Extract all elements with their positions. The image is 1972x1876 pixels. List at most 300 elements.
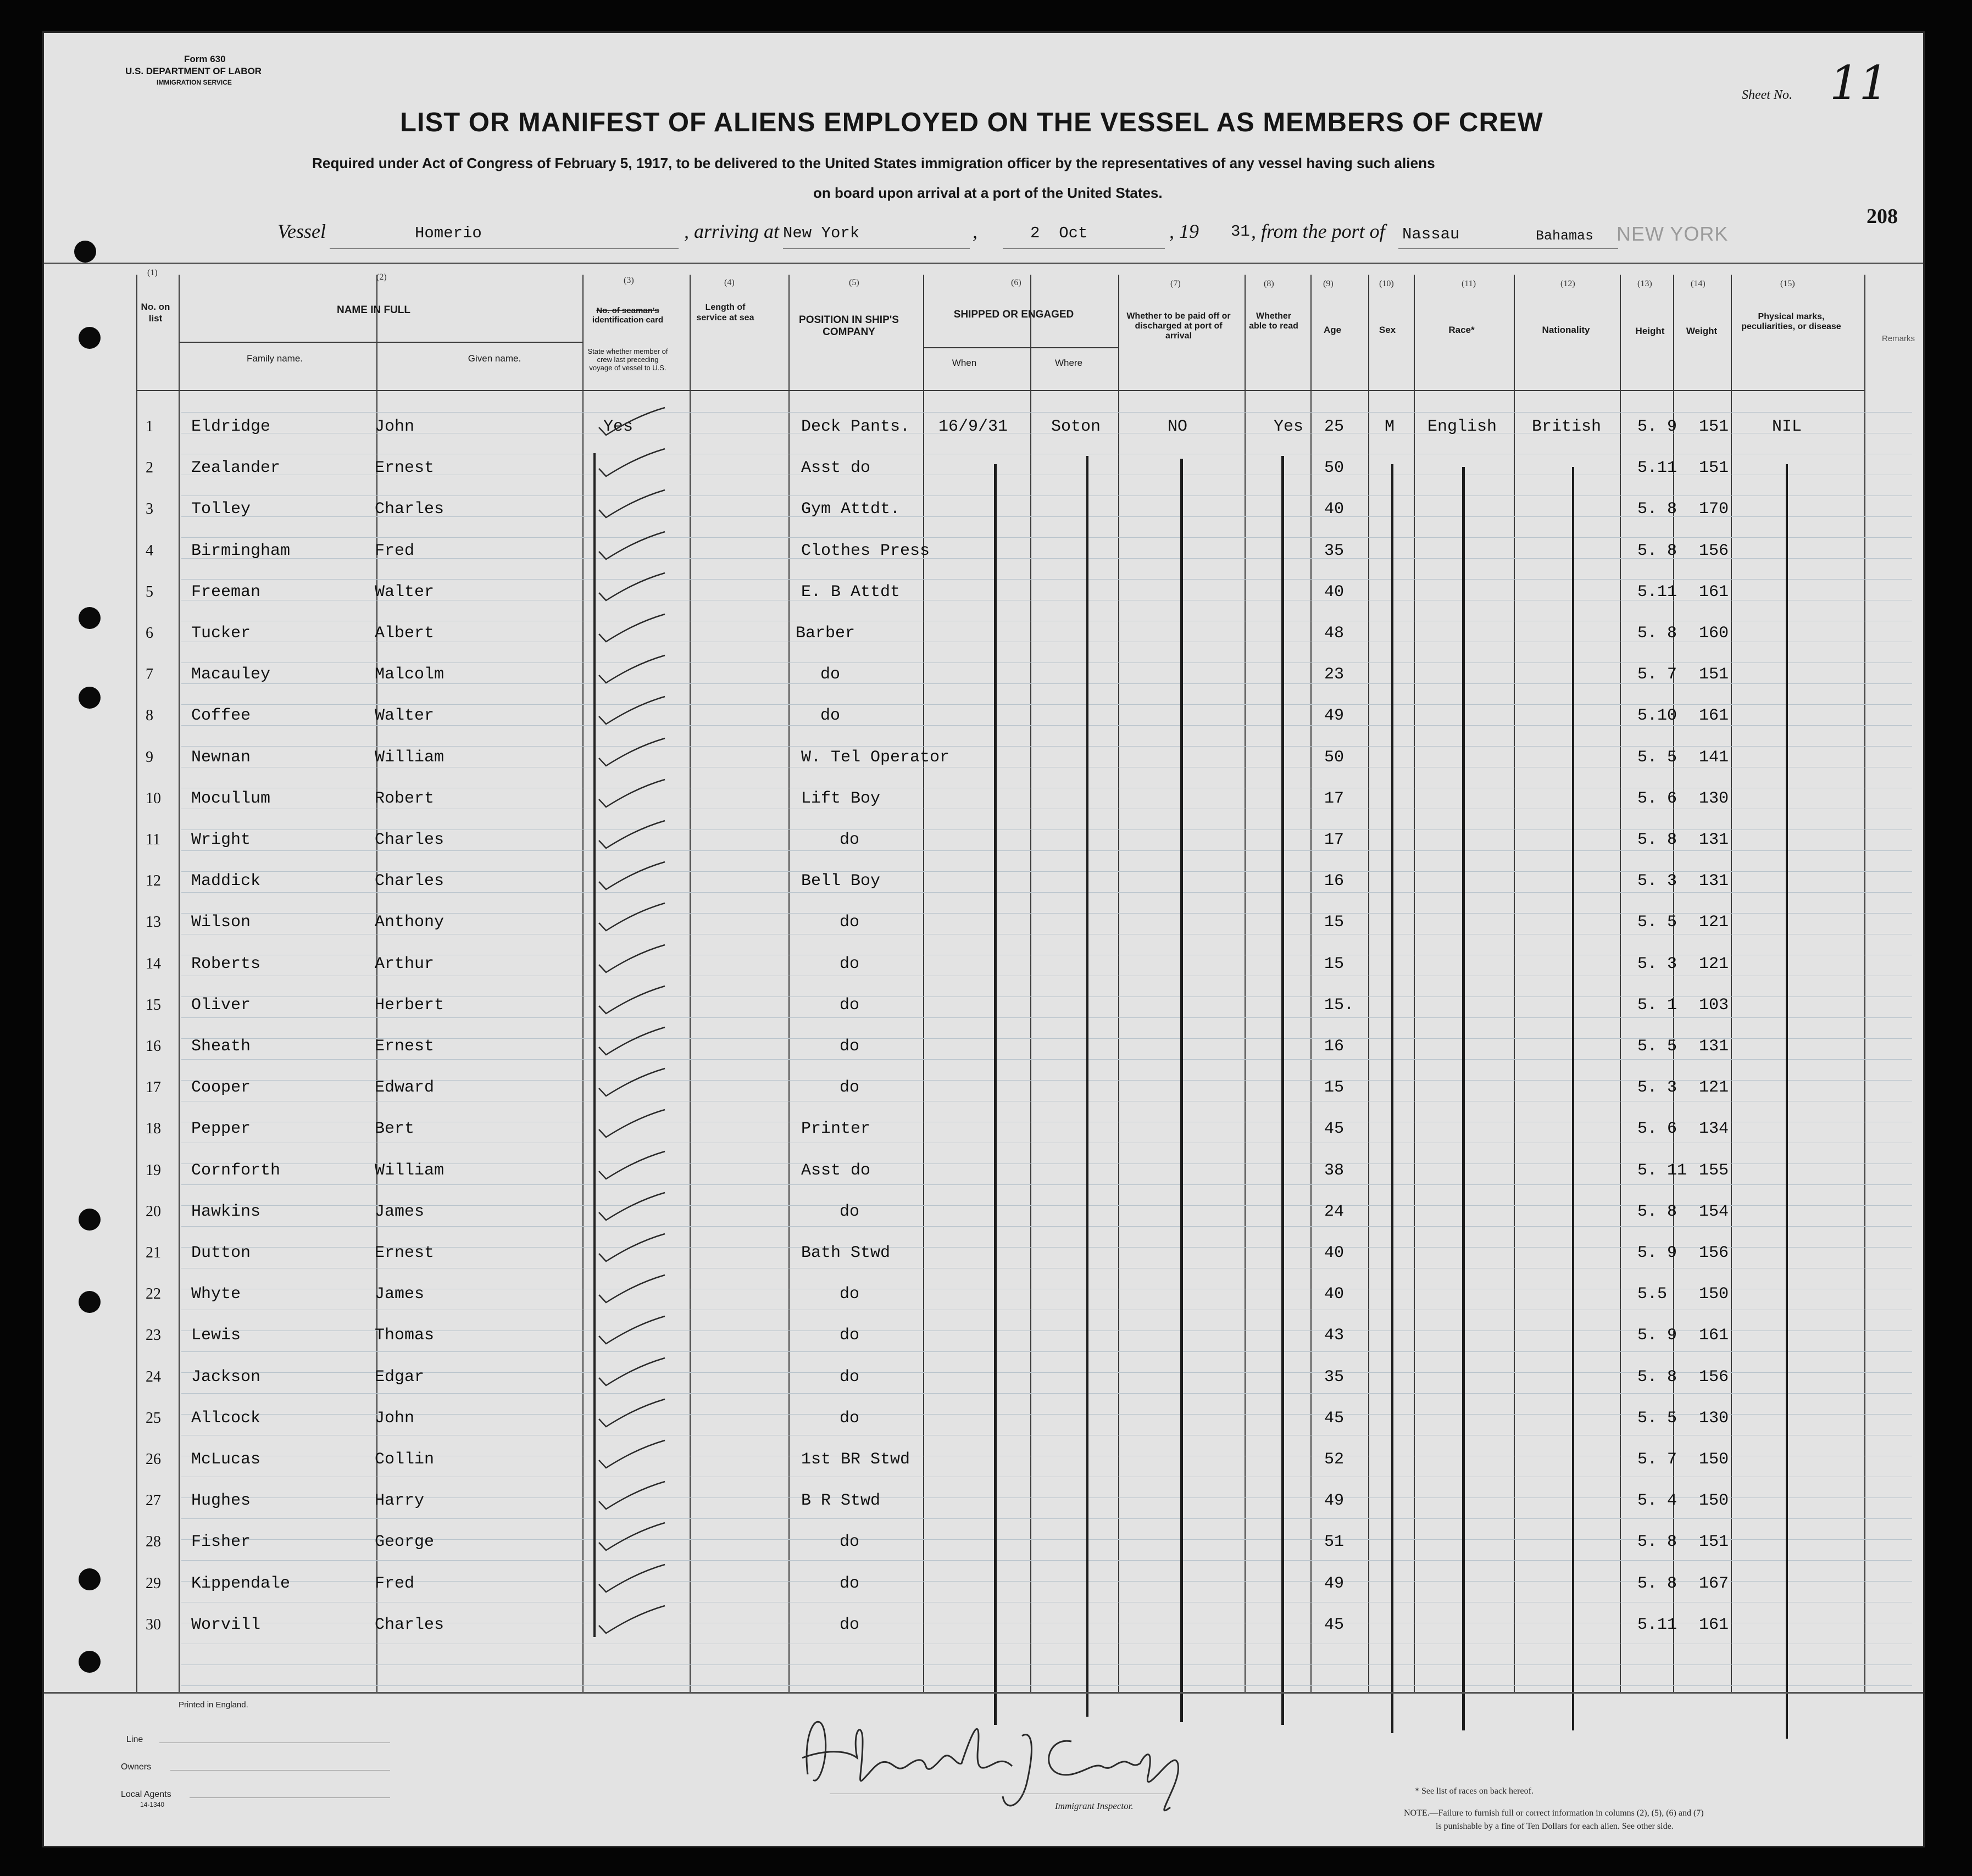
heading-weight: Weight xyxy=(1686,326,1718,336)
cell-weight: 131 xyxy=(1699,1037,1729,1056)
check-mark-icon xyxy=(596,985,668,1018)
cell-height: 5. 9 xyxy=(1637,1326,1677,1345)
check-mark-icon xyxy=(596,1150,668,1183)
cell-read: Yes xyxy=(1274,417,1304,436)
check-mark-icon xyxy=(596,613,668,646)
footer-owners-label: Owners xyxy=(121,1762,152,1772)
voyage-underline xyxy=(1003,248,1165,249)
cell-given: James xyxy=(375,1285,425,1304)
cell-position: do xyxy=(840,1409,860,1428)
cell-no: 26 xyxy=(146,1451,161,1468)
cell-weight: 170 xyxy=(1699,500,1729,519)
footer-form-code: 14-1340 xyxy=(140,1801,165,1808)
footer-line-label: Line xyxy=(126,1735,143,1744)
from-country: Bahamas xyxy=(1536,228,1594,244)
cell-height: 5. 11 xyxy=(1637,1161,1687,1180)
cell-no: 1 xyxy=(146,418,153,435)
cell-no: 19 xyxy=(146,1161,161,1179)
voyage-underline xyxy=(1398,248,1618,249)
ruled-line xyxy=(181,1518,1912,1519)
punch-hole xyxy=(79,327,101,349)
cell-no: 24 xyxy=(146,1368,161,1385)
cell-position: E. B Attdt xyxy=(801,582,901,602)
cell-family: Newnan xyxy=(191,748,251,767)
subtitle-line-1: Required under Act of Congress of February 5, 1917, to be delivered to the United States immigration officer by the representatives of any vessel having such aliens xyxy=(312,155,1435,171)
cell-age: 43 xyxy=(1324,1326,1345,1345)
heading-where: Where xyxy=(1054,358,1083,368)
cell-weight: 161 xyxy=(1699,706,1729,726)
cell-age: 23 xyxy=(1324,665,1345,684)
cell-position: do xyxy=(820,665,841,684)
cell-weight: 121 xyxy=(1699,1078,1729,1098)
cell-no: 9 xyxy=(146,748,153,766)
cell-position: do xyxy=(840,954,860,973)
cell-family: Kippendale xyxy=(191,1574,291,1593)
cell-height: 5. 8 xyxy=(1637,1367,1677,1387)
cell-given: Walter xyxy=(375,706,435,726)
check-mark-icon xyxy=(596,861,668,894)
cell-age: 25 xyxy=(1324,417,1345,436)
cell-weight: 156 xyxy=(1699,1367,1729,1387)
cell-given: Ernest xyxy=(375,459,435,478)
cell-position: Bath Stwd xyxy=(801,1244,891,1262)
cell-family: Coffee xyxy=(191,706,251,726)
cell-given: Walter xyxy=(375,582,435,602)
check-mark-icon xyxy=(596,489,668,522)
cell-position: do xyxy=(840,1615,860,1634)
ditto-line xyxy=(1786,464,1788,1739)
cell-family: Tolley xyxy=(191,500,251,519)
ruled-line xyxy=(181,1184,1912,1185)
cell-no: 29 xyxy=(146,1574,161,1592)
cell-family: Hughes xyxy=(191,1491,251,1511)
cell-age: 50 xyxy=(1324,459,1345,478)
cell-weight: 151 xyxy=(1699,417,1729,436)
cell-given: Ernest xyxy=(375,1244,435,1262)
cell-no: 25 xyxy=(146,1409,161,1427)
cell-age: 17 xyxy=(1324,789,1345,808)
ruled-line xyxy=(181,579,1912,580)
cell-age: 40 xyxy=(1324,500,1345,519)
ruled-line xyxy=(181,746,1912,747)
ditto-line xyxy=(1180,459,1183,1722)
heading-nationality: Nationality xyxy=(1542,325,1590,335)
cell-family: Tucker xyxy=(191,624,251,643)
cell-height: 5. 8 xyxy=(1637,1533,1677,1552)
cell-given: Thomas xyxy=(375,1326,435,1345)
check-mark-icon xyxy=(596,1357,668,1390)
check-mark-icon xyxy=(596,1026,668,1059)
cell-position: B R Stwd xyxy=(801,1491,881,1511)
cell-no: 11 xyxy=(146,831,160,848)
ruled-line xyxy=(181,1059,1912,1060)
column-rule xyxy=(690,275,691,1692)
ruled-line xyxy=(181,1560,1912,1561)
heading-when: When xyxy=(952,358,977,368)
cell-position: do xyxy=(840,831,860,849)
cell-no: 12 xyxy=(146,872,161,890)
heading-remarks: Remarks xyxy=(1881,334,1915,343)
cell-family: Eldridge xyxy=(191,417,271,436)
check-mark-icon xyxy=(596,654,668,687)
cell-nationality: British xyxy=(1532,417,1602,436)
check-mark-icon xyxy=(596,778,668,811)
check-mark-icon xyxy=(596,1563,668,1596)
cell-age: 35 xyxy=(1324,541,1345,560)
from-port: Nassau xyxy=(1402,225,1460,243)
cell-family: Hawkins xyxy=(191,1202,261,1221)
cell-given: George xyxy=(375,1533,435,1552)
footer-underline xyxy=(190,1797,390,1798)
cell-family: Allcock xyxy=(191,1409,261,1428)
cell-height: 5. 3 xyxy=(1637,954,1677,973)
manifest-sheet xyxy=(44,33,1923,1846)
column-number: (13) xyxy=(1637,279,1652,288)
cell-age: 15 xyxy=(1324,913,1345,932)
cell-age: 51 xyxy=(1324,1533,1345,1552)
cell-weight: 150 xyxy=(1699,1285,1729,1304)
column-number: (5) xyxy=(849,278,859,287)
year-prefix: , 19 xyxy=(1169,220,1199,242)
column-rule xyxy=(1030,275,1031,1692)
cell-no: 3 xyxy=(146,500,153,518)
cell-no: 8 xyxy=(146,707,153,725)
check-mark-icon xyxy=(596,1398,668,1431)
cell-age: 15 xyxy=(1324,954,1345,973)
arriving-port: New York xyxy=(783,224,860,242)
check-mark-icon xyxy=(596,448,668,481)
cell-position: 1st BR Stwd xyxy=(801,1450,910,1469)
cell-family: Dutton xyxy=(191,1244,251,1262)
cell-age: 40 xyxy=(1324,582,1345,602)
check-mark-icon xyxy=(596,1605,668,1638)
heading-no-on-list: No. on list xyxy=(141,302,170,324)
cell-given: Edward xyxy=(375,1078,435,1098)
cell-no: 7 xyxy=(146,666,153,683)
cell-age: 35 xyxy=(1324,1367,1345,1387)
cell-family: Zealander xyxy=(191,459,281,478)
cell-family: Worvill xyxy=(191,1615,261,1634)
check-mark-icon xyxy=(596,1480,668,1513)
ditto-line xyxy=(1572,467,1574,1730)
cell-position: Deck Pants. xyxy=(801,417,910,436)
cell-position: Asst do xyxy=(801,1161,871,1180)
cell-age: 48 xyxy=(1324,624,1345,643)
cell-weight: 156 xyxy=(1699,541,1729,560)
cell-given: Charles xyxy=(375,872,445,891)
sheet-label: Sheet No. xyxy=(1742,88,1792,102)
cell-height: 5. 5 xyxy=(1637,913,1677,932)
cell-weight: 131 xyxy=(1699,872,1729,891)
cell-no: 28 xyxy=(146,1533,161,1551)
cell-marks: NIL xyxy=(1772,417,1802,436)
cell-height: 5. 8 xyxy=(1637,1202,1677,1221)
column-rule xyxy=(1310,275,1312,1692)
cell-no: 30 xyxy=(146,1616,161,1633)
cell-height: 5. 5 xyxy=(1637,748,1677,767)
cell-when: 16/9/31 xyxy=(938,417,1008,436)
cell-no: 17 xyxy=(146,1079,161,1096)
new-york-stamp: NEW YORK xyxy=(1617,222,1729,245)
cell-position: Lift Boy xyxy=(801,789,881,808)
column-number: (2) xyxy=(376,272,387,282)
cell-given: Malcolm xyxy=(375,665,445,684)
heading-sex: Sex xyxy=(1379,325,1396,335)
check-mark-icon xyxy=(596,1067,668,1100)
column-rule xyxy=(1620,275,1621,1692)
cell-family: Fisher xyxy=(191,1533,251,1552)
cell-family: Sheath xyxy=(191,1037,251,1056)
check-mark-icon xyxy=(596,820,668,853)
column-number: (10) xyxy=(1379,279,1394,288)
heading-position: POSITION IN SHIP'S COMPANY xyxy=(799,314,899,338)
cell-age: 45 xyxy=(1324,1120,1345,1139)
cell-position: do xyxy=(840,995,860,1015)
footer-separator xyxy=(44,1692,1923,1694)
cell-given: James xyxy=(375,1202,425,1221)
cell-height: 5. 3 xyxy=(1637,872,1677,891)
cell-given: Arthur xyxy=(375,954,435,973)
column-number: (7) xyxy=(1170,279,1181,288)
ruled-line xyxy=(181,704,1912,705)
cell-given: Charles xyxy=(375,831,445,849)
cell-age: 15 xyxy=(1324,1078,1345,1098)
cell-weight: 155 xyxy=(1699,1161,1729,1180)
cell-paid: NO xyxy=(1168,417,1188,436)
column-rule xyxy=(1514,275,1515,1692)
cell-prev: Yes xyxy=(603,417,634,436)
cell-position: do xyxy=(840,1285,860,1304)
cell-given: Ernest xyxy=(375,1037,435,1056)
cell-weight: 156 xyxy=(1699,1244,1729,1262)
subtitle-line-2: on board upon arrival at a port of the United States. xyxy=(813,185,1163,201)
cell-family: Freeman xyxy=(191,582,261,602)
punch-hole xyxy=(79,1568,101,1590)
cell-family: Pepper xyxy=(191,1120,251,1139)
heading-bottom-rule xyxy=(136,390,1864,391)
cell-height: 5.11 xyxy=(1637,1615,1677,1634)
cell-weight: 151 xyxy=(1699,665,1729,684)
cell-no: 15 xyxy=(146,996,161,1014)
column-rule xyxy=(1414,275,1415,1692)
column-number: (4) xyxy=(724,278,735,287)
cell-height: 5. 1 xyxy=(1637,995,1677,1015)
heading-age: Age xyxy=(1323,325,1342,335)
cell-height: 5.11 xyxy=(1637,582,1677,602)
cell-position: do xyxy=(840,1202,860,1221)
inspector-signature xyxy=(786,1697,1203,1818)
check-mark-icon xyxy=(596,1315,668,1348)
ruled-line xyxy=(181,1226,1912,1227)
cell-weight: 161 xyxy=(1699,1615,1729,1634)
cell-height: 5. 6 xyxy=(1637,789,1677,808)
cell-weight: 130 xyxy=(1699,789,1729,808)
footer-local-agents-label: Local Agents xyxy=(121,1790,171,1799)
cell-weight: 121 xyxy=(1699,954,1729,973)
ditto-line xyxy=(1086,456,1088,1717)
column-rule xyxy=(136,275,137,1692)
cell-position: do xyxy=(840,1367,860,1387)
heading-able-to-read: Whether able to read xyxy=(1249,311,1298,331)
column-rule xyxy=(1731,275,1732,1692)
cell-age: 49 xyxy=(1324,1574,1345,1593)
stamp-number: 208 xyxy=(1867,205,1898,228)
check-mark-icon xyxy=(596,1522,668,1555)
arriving-label: , arriving at xyxy=(684,220,780,242)
cell-position: do xyxy=(820,706,841,726)
column-rule xyxy=(1118,275,1119,1692)
cell-no: 14 xyxy=(146,955,161,972)
heading-paid-off: Whether to be paid off or discharged at port of arrival xyxy=(1126,311,1231,341)
cell-weight: 150 xyxy=(1699,1491,1729,1511)
cell-given: Charles xyxy=(375,1615,445,1634)
cell-height: 5. 9 xyxy=(1637,417,1677,436)
cell-age: 38 xyxy=(1324,1161,1345,1180)
cell-weight: 154 xyxy=(1699,1202,1729,1221)
inspector-label: Immigrant Inspector. xyxy=(1055,1801,1134,1811)
form-number: Form 630 xyxy=(184,54,226,64)
ruled-line xyxy=(181,412,1912,413)
comma: , xyxy=(973,220,977,242)
year-suffix: 31 xyxy=(1231,222,1250,241)
cell-age: 15. xyxy=(1324,995,1354,1015)
cell-family: Macauley xyxy=(191,665,271,684)
cell-no: 21 xyxy=(146,1244,161,1261)
cell-no: 23 xyxy=(146,1327,161,1344)
column-rule xyxy=(1245,275,1246,1692)
check-mark-icon xyxy=(596,1439,668,1472)
cell-age: 40 xyxy=(1324,1285,1345,1304)
cell-family: Maddick xyxy=(191,872,261,891)
vessel-label: Vessel xyxy=(277,220,326,242)
cell-given: William xyxy=(375,1161,445,1180)
cell-no: 13 xyxy=(146,914,161,931)
cell-height: 5. 8 xyxy=(1637,831,1677,849)
ruled-line xyxy=(181,537,1912,538)
cell-given: Edgar xyxy=(375,1367,425,1387)
check-mark-icon xyxy=(596,1274,668,1307)
cell-race: English xyxy=(1427,417,1497,436)
department: U.S. DEPARTMENT OF LABOR xyxy=(125,66,262,76)
cell-sex: M xyxy=(1385,417,1395,436)
cell-age: 52 xyxy=(1324,1450,1345,1469)
check-mark-icon xyxy=(596,695,668,728)
check-mark-icon xyxy=(596,572,668,605)
cell-weight: 134 xyxy=(1699,1120,1729,1139)
cell-given: John xyxy=(375,417,415,436)
cell-position: Gym Attdt. xyxy=(801,500,901,519)
cell-position: Barber xyxy=(796,624,856,643)
cell-age: 17 xyxy=(1324,831,1345,849)
note-fine-line-1: NOTE.—Failure to furnish full or correct information in columns (2), (5), (6) and (7) xyxy=(1404,1808,1704,1818)
cell-height: 5. 7 xyxy=(1637,1450,1677,1469)
cell-position: Asst do xyxy=(801,459,871,478)
cell-given: Anthony xyxy=(375,913,445,932)
voyage-underline xyxy=(330,248,679,249)
column-rule xyxy=(788,275,790,1692)
subheading-rule xyxy=(179,342,582,343)
cell-weight: 161 xyxy=(1699,1326,1729,1345)
cell-age: 40 xyxy=(1324,1244,1345,1262)
cell-given: Charles xyxy=(375,500,445,519)
cell-family: Whyte xyxy=(191,1285,241,1304)
cell-weight: 103 xyxy=(1699,995,1729,1015)
cell-given: Herbert xyxy=(375,995,445,1015)
cell-height: 5. 6 xyxy=(1637,1120,1677,1139)
cell-height: 5. 9 xyxy=(1637,1244,1677,1262)
cell-age: 45 xyxy=(1324,1409,1345,1428)
cell-family: Oliver xyxy=(191,995,251,1015)
cell-given: Robert xyxy=(375,789,435,808)
column-rule xyxy=(1368,275,1369,1692)
punch-hole xyxy=(79,1209,101,1231)
cell-given: Bert xyxy=(375,1120,415,1139)
column-number: (1) xyxy=(147,268,158,277)
punch-hole xyxy=(79,607,101,629)
arrival-date: 2 Oct xyxy=(1030,224,1088,242)
column-number: (8) xyxy=(1264,279,1274,288)
cell-no: 4 xyxy=(146,542,153,559)
punch-hole xyxy=(79,1291,101,1313)
cell-family: Cornforth xyxy=(191,1161,281,1180)
punch-hole xyxy=(74,241,96,263)
ditto-line xyxy=(1391,464,1393,1733)
cell-given: Fred xyxy=(375,1574,415,1593)
cell-no: 6 xyxy=(146,625,153,642)
cell-height: 5. 8 xyxy=(1637,624,1677,643)
cell-position: do xyxy=(840,1326,860,1345)
column-number: (9) xyxy=(1323,279,1334,288)
column-number: (3) xyxy=(624,276,634,285)
column-rule xyxy=(582,275,584,1692)
cell-family: Wilson xyxy=(191,913,251,932)
cell-weight: 150 xyxy=(1699,1450,1729,1469)
cell-position: do xyxy=(840,1574,860,1593)
punch-hole xyxy=(79,687,101,709)
column-rule xyxy=(1673,275,1674,1692)
cell-given: Fred xyxy=(375,541,415,560)
column-rule xyxy=(376,275,377,1692)
ditto-line xyxy=(593,453,596,1637)
cell-no: 10 xyxy=(146,789,161,807)
heading-family-name: Family name. xyxy=(246,353,303,364)
cell-family: Lewis xyxy=(191,1326,241,1345)
cell-position: do xyxy=(840,1533,860,1552)
printed-in-england: Printed in England. xyxy=(179,1700,248,1710)
cell-position: W. Tel Operator xyxy=(801,748,950,767)
cell-position: do xyxy=(840,913,860,932)
cell-weight: 161 xyxy=(1699,582,1729,602)
ditto-line xyxy=(1462,467,1465,1730)
cell-no: 18 xyxy=(146,1120,161,1138)
cell-weight: 141 xyxy=(1699,748,1729,767)
check-mark-icon xyxy=(596,737,668,770)
voyage-underline xyxy=(783,248,970,249)
check-mark-icon xyxy=(596,902,668,935)
vessel-name: Homerio xyxy=(415,224,482,242)
cell-weight: 151 xyxy=(1699,459,1729,478)
footer-underline xyxy=(170,1770,390,1771)
column-number: (11) xyxy=(1462,279,1476,288)
cell-weight: 160 xyxy=(1699,624,1729,643)
check-mark-icon xyxy=(596,944,668,977)
cell-height: 5. 8 xyxy=(1637,1574,1677,1593)
cell-age: 50 xyxy=(1324,748,1345,767)
cell-age: 49 xyxy=(1324,1491,1345,1511)
cell-height: 5.11 xyxy=(1637,459,1677,478)
heading-physical-marks: Physical marks, peculiarities, or disease xyxy=(1741,312,1841,331)
ruled-line xyxy=(181,1685,1912,1686)
